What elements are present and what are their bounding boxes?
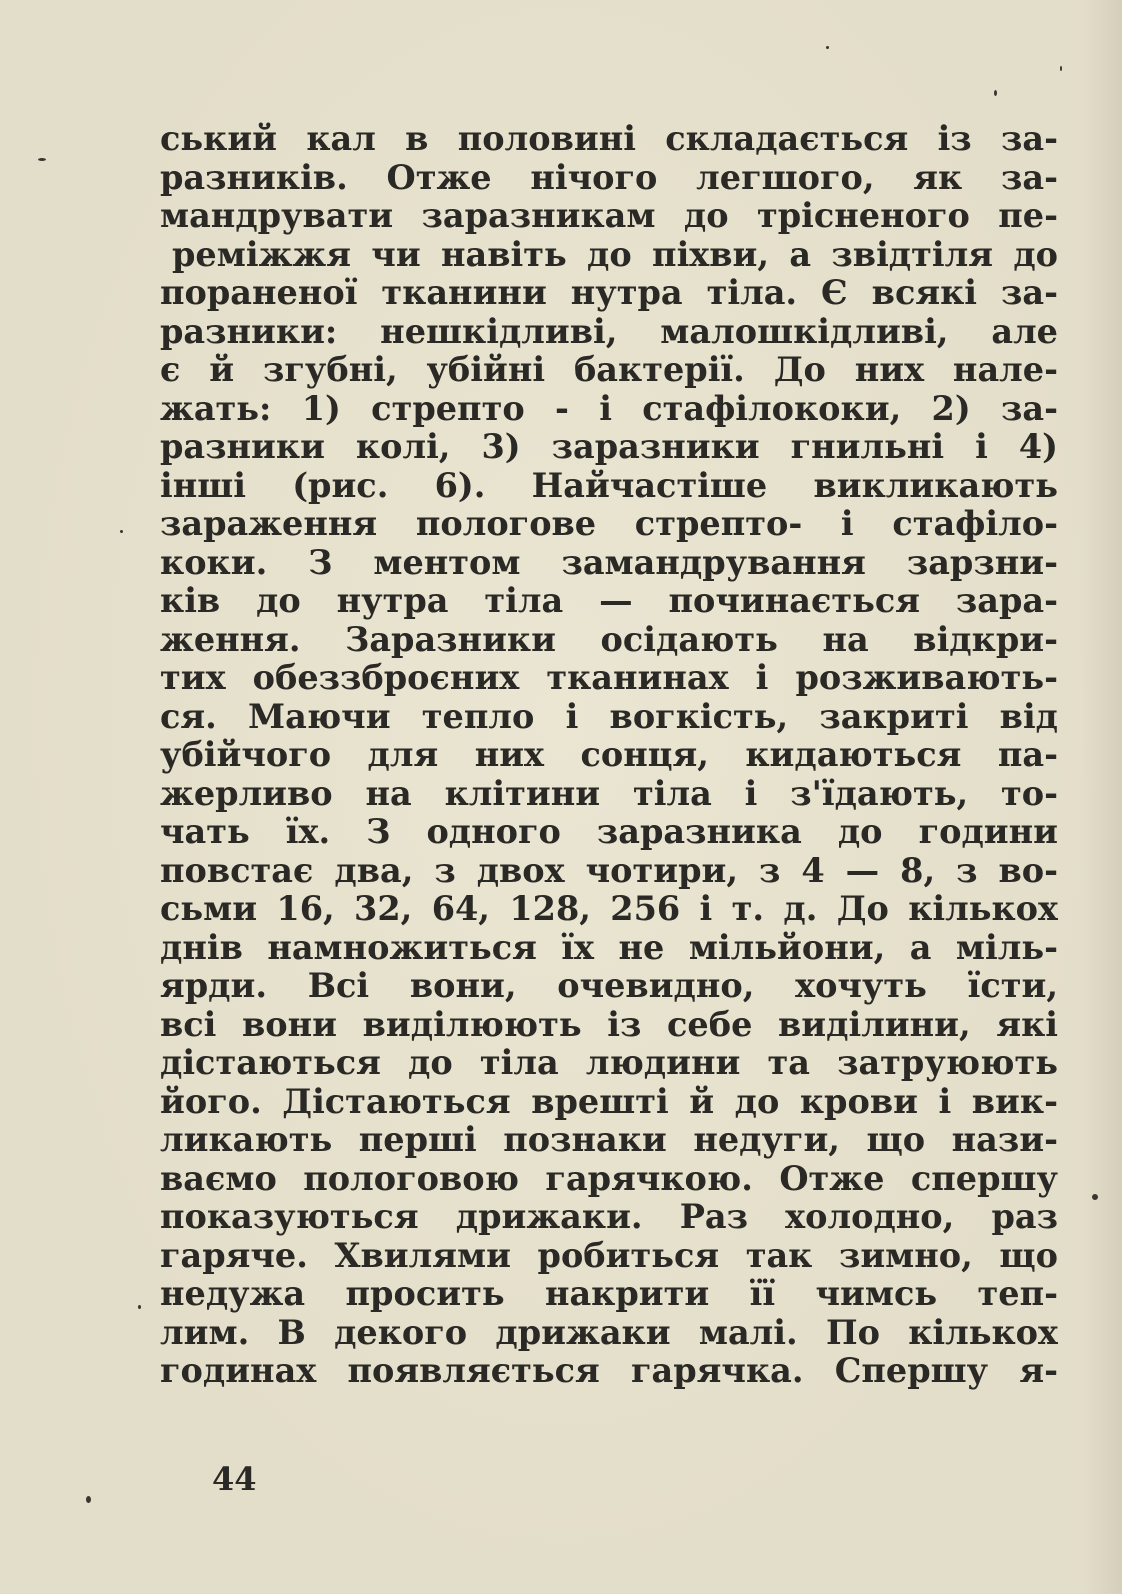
dust-speck	[1092, 1194, 1098, 1200]
text-line: годинах появляється гарячка. Спершу я-	[160, 1352, 1058, 1390]
text-line: дістаються до тіла людини та затруюють	[160, 1044, 1058, 1082]
text-line: пораненої тканини нутра тіла. Є всякі за-	[160, 274, 1058, 312]
text-line: ся. Маючи тепло і вогкість, закриті від	[160, 697, 1058, 736]
text-line: реміжжя чи навіть до піхви, а звідтіля до	[172, 235, 1058, 274]
text-line: жать: 1) стрепто - і стафілококи, 2) за-	[160, 389, 1058, 428]
text-line: разники: нешкідливі, малошкідливі, але	[160, 312, 1058, 351]
dust-speck	[138, 1305, 141, 1309]
text-line: ження. Заразники осідають на відкри-	[160, 620, 1058, 659]
text-line: убійчого для них сонця, кидаються па-	[160, 736, 1058, 774]
text-line: лим. В декого дрижаки малі. По кількох	[160, 1313, 1058, 1352]
page-number: 44	[212, 1460, 257, 1498]
text-line: його. Дістаються врешті й до крови і вик-	[160, 1082, 1058, 1121]
body-text	[160, 120, 1058, 1391]
text-line: ярди. Всі вони, очевидно, хочуть їсти,	[160, 967, 1058, 1005]
dust-speck	[1060, 66, 1062, 71]
text-line: недужа просить накрити її чимсь теп-	[160, 1275, 1058, 1313]
text-line: разники колі, 3) заразники гнильні і 4)	[160, 428, 1058, 466]
text-line: гаряче. Хвилями робиться так зимно, що	[160, 1236, 1058, 1275]
text-line: ків до нутра тіла — починається зара-	[160, 582, 1058, 620]
dust-speck	[38, 158, 46, 161]
page-edge-shadow	[1082, 0, 1122, 1594]
text-line: ський кал в половині складається із за-	[160, 120, 1058, 158]
text-line: ликають перші познаки недуги, що нази-	[160, 1121, 1058, 1159]
dust-speck	[120, 530, 123, 533]
text-line: коки. З ментом замандрування зарзни-	[160, 543, 1058, 582]
text-line: мандрувати заразникам до трісненого пе-	[160, 197, 1058, 235]
text-line: жерливо на клітини тіла і з'їдають, то-	[160, 774, 1058, 813]
text-line: сьми 16, 32, 64, 128, 256 і т. д. До кількох	[160, 890, 1058, 928]
text-line: разників. Отже нічого легшого, як за-	[160, 158, 1058, 197]
text-line: показуються дрижаки. Раз холодно, раз	[160, 1198, 1058, 1236]
text-line: є й згубні, убійні бактерії. До них нале-	[160, 351, 1058, 389]
text-line: повстає два, з двох чотири, з 4 — 8, з во-	[160, 851, 1058, 890]
text-line: днів намножиться їх не мільйони, а міль-	[160, 928, 1058, 967]
dust-speck	[994, 90, 997, 96]
text-line: ваємо пологовою гарячкою. Отже спершу	[160, 1159, 1058, 1198]
dust-speck	[86, 1496, 91, 1503]
text-line: інші (рис. 6). Найчастіше викликають	[160, 466, 1058, 505]
text-line: тих обеззброєних тканинах і розживають-	[160, 659, 1058, 697]
text-line: чать їх. З одного заразника до години	[160, 813, 1058, 851]
dust-speck	[826, 46, 829, 49]
text-line: зараження пологове стрепто- і стафіло-	[160, 505, 1058, 543]
text-line: всі вони виділюють із себе виділини, які	[160, 1005, 1058, 1044]
